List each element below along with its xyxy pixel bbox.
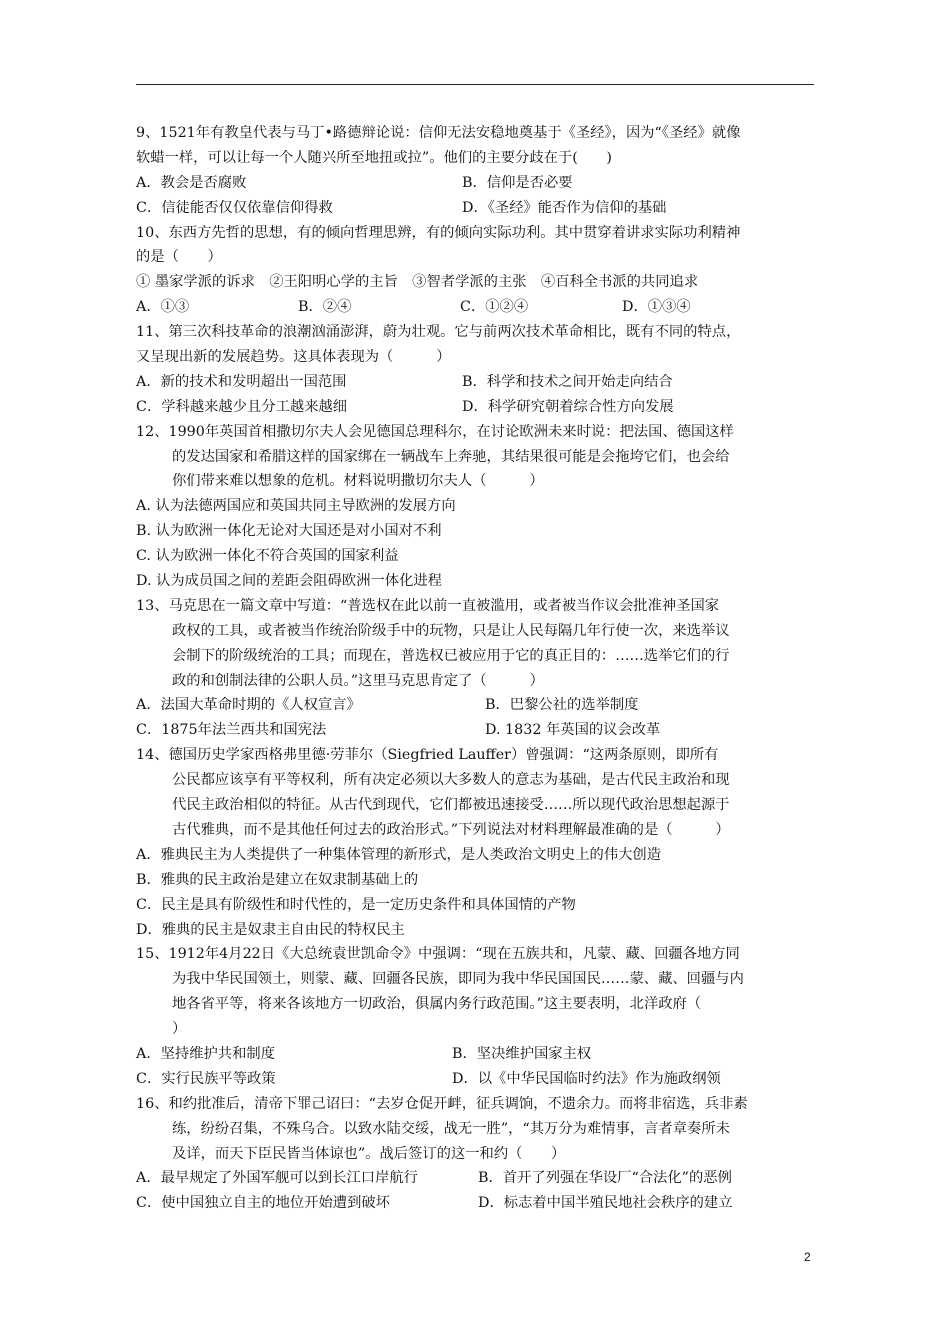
option-d: D. 认为成员国之间的差距会阻碍欧洲一体化进程 [136,573,442,590]
question-12 [136,420,826,594]
question-13 [136,594,826,743]
question-list [136,121,826,1216]
options-row [136,1166,826,1191]
option-c: C. 认为欧洲一体化不符合英国的国家利益 [136,548,399,565]
option-c: C．实行民族平等政策 [136,1070,276,1087]
option-a: A. 认为法德两国应和英国共同主导欧洲的发展方向 [136,498,456,515]
option-a: A．新的技术和发明超出一国范围 [136,373,347,390]
question-stem: ） [172,1021,187,1038]
question-15 [136,942,826,1091]
options-row [136,1067,826,1092]
option-c: C．民主是具有阶级性和时代性的，是一定历史条件和具体国情的产物 [136,896,576,913]
option-c: C．①②④ [460,299,529,316]
option-b: B．首开了列强在华设厂“合法化”的恶例 [478,1170,732,1187]
question-stem: 软蜡一样，可以让每一个人随兴所至地扭或拉”。他们的主要分歧在于( ) [136,149,612,166]
option-d: D．标志着中国半殖民地社会秩序的建立 [478,1195,733,1212]
question-stem: 练，纷纷召集，不殊乌合。以致水陆交绥，战无一胜”，“其万分为难情事，言者章奏所未 [172,1120,730,1137]
options-row [136,370,826,395]
option-d: D．①③④ [622,299,691,316]
question-stem: 10、东西方先哲的思想，有的倾向哲理思辨，有的倾向实际功利。其中贯穿着讲求实际功利精神 [136,224,741,241]
question-stem: 会制下的阶级统治的工具；而现在，普选权已被应用于它的真正目的：……选举它们的行 [172,647,730,664]
question-stem: 15、1912年4月22日《大总统袁世凯命令》中强调：“现在五族共和，凡蒙、藏、回疆各地方同 [136,946,740,963]
question-items: ① 墨家学派的诉求 ②王阳明心学的主旨 ③智者学派的主张 ④百科全书派的共同追求 [136,274,699,291]
question-10 [136,221,826,321]
option-b: B．雅典的民主政治是建立在奴隶制基础上的 [136,871,419,888]
option-d: D. 1832 年英国的议会改革 [485,722,661,739]
question-stem: 公民都应该享有平等权利，所有决定必须以大多数人的意志为基础，是古代民主政治和现 [172,772,730,789]
option-d: D．《圣经》能否作为信仰的基础 [462,199,667,216]
options-row [136,693,826,718]
question-stem: 11、第三次科技革命的浪潮汹涌澎湃，蔚为壮观。它与前两次技术革命相比，既有不同的特点， [136,324,741,341]
question-stem: 16、和约批准后，清帝下罪己诏曰：“去岁仓促开衅，征兵调饷，不遗余力。而将非宿选，兵非素 [136,1095,748,1112]
option-c: C．使中国独立自主的地位开始遭到破坏 [136,1195,390,1212]
question-9 [136,121,826,221]
options-row [136,295,826,320]
question-stem: 古代雅典，而不是其他任何过去的政治形式。”下列说法对材料理解最准确的是（ ） [172,821,730,838]
options-row [136,171,826,196]
question-stem: 政权的工具，或者被当作统治阶级手中的玩物，只是让人民每隔几年行使一次，来选举议 [172,622,730,639]
question-stem: 及详，而天下臣民皆当体谅也”。战后签订的这一和约（ ） [172,1145,566,1162]
option-d: D．以《中华民国临时约法》作为施政纲领 [452,1070,721,1087]
question-stem: 13、马克思在一篇文章中写道：“普选权在此以前一直被滥用，或者被当作议会批准神圣国家 [136,597,720,614]
options-row [136,1191,826,1216]
options-row [136,395,826,420]
question-16 [136,1092,826,1216]
option-a: A．法国大革命时期的《人权宣言》 [136,697,361,714]
option-d: D．雅典的民主是奴隶主自由民的特权民主 [136,921,405,938]
question-stem: 政的和创制法律的公职人员。”这里马克思肯定了（ ） [172,672,544,689]
option-a: A．坚持维护共和制度 [136,1045,275,1062]
question-stem: 9、1521年有教皇代表与马丁•路德辩论说：信仰无法安稳地奠基于《圣经》，因为“《圣经》就像 [136,125,741,141]
options-row [136,1042,826,1067]
question-stem: 的发达国家和希腊这样的国家绑在一辆战车上奔驰，其结果很可能是会拖垮它们，也会给 [172,448,730,465]
option-c: C．1875年法兰西共和国宪法 [136,722,327,739]
option-b: B．科学和技术之间开始走向结合 [462,373,673,390]
option-b: B．信仰是否必要 [462,174,573,191]
option-c: C．信徒能否仅仅依靠信仰得救 [136,199,333,216]
option-b: B．巴黎公社的选举制度 [485,697,639,714]
question-stem: 又呈现出新的发展趋势。这具体表现为（ ） [136,349,451,366]
page-number: 2 [804,1250,811,1264]
question-11 [136,320,826,420]
question-14 [136,743,826,942]
header-rule [136,84,814,85]
question-stem: 的是（ ） [136,249,222,266]
options-row [136,718,826,743]
option-a: A．教会是否腐败 [136,174,247,191]
option-a: A．最早规定了外国军舰可以到长江口岸航行 [136,1170,418,1187]
question-stem: 14、德国历史学家西格弗里德·劳菲尔（Siegfried Lauffer）曾强调：“这两条原则，即所有 [136,747,719,764]
option-b: B. 认为欧洲一体化无论对大国还是对小国对不利 [136,523,442,540]
question-stem: 12、1990年英国首相撒切尔夫人会见德国总理科尔，在讨论欧洲未来时说：把法国、德国这样 [136,423,734,440]
question-stem: 为我中华民国领土，则蒙、藏、回疆各民族，即同为我中华民国国民……蒙、藏、回疆与内 [172,971,744,988]
options-row [136,196,826,221]
option-b: B．②④ [298,299,352,316]
question-stem: 地各省平等，将来各该地方一切政治，俱属内务行政范围。”这主要表明，北洋政府（ [172,996,702,1013]
option-a: A．雅典民主为人类提供了一种集体管理的新形式，是人类政治文明史上的伟大创造 [136,846,662,863]
question-stem: 代民主政治相似的特征。从古代到现代，它们都被迅速接受……所以现代政治思想起源于 [172,797,730,814]
option-c: C．学科越来越少且分工越来越细 [136,398,348,415]
option-d: D．科学研究朝着综合性方向发展 [462,398,674,415]
option-b: B．坚决维护国家主权 [452,1045,592,1062]
question-stem: 你们带来难以想象的危机。材料说明撒切尔夫人（ ） [172,473,544,490]
option-a: A．①③ [136,299,190,316]
